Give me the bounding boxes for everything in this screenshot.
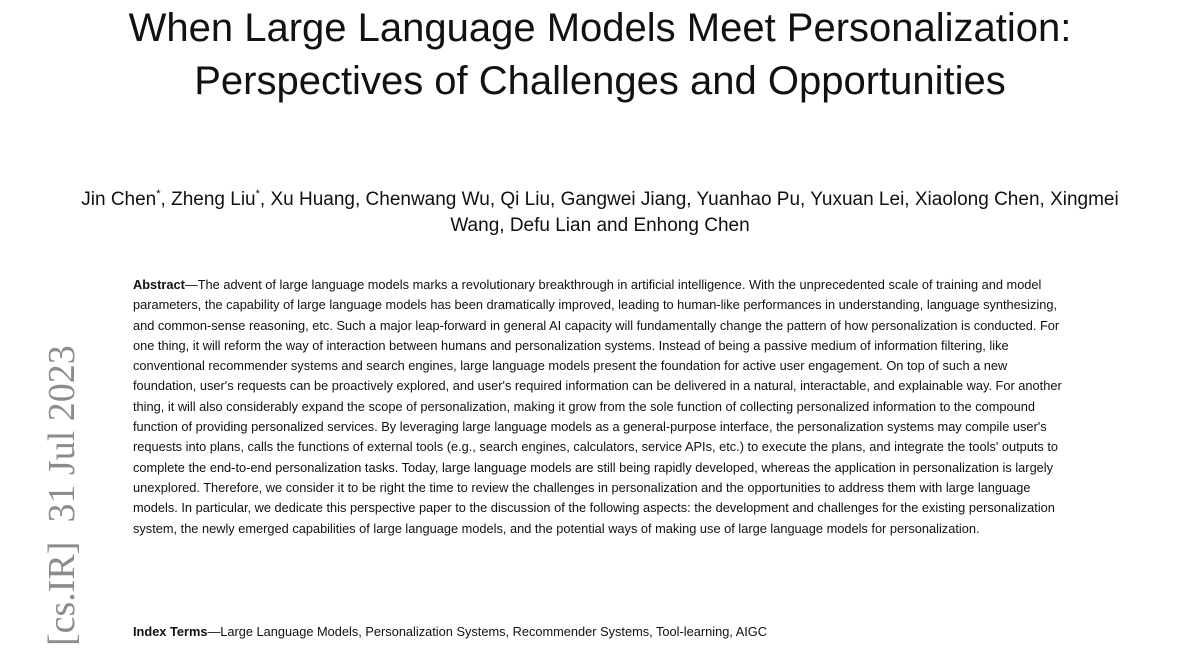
paper-title: When Large Language Models Meet Personalization: Perspectives of Challenges and Opportunities (128, 6, 1072, 103)
author-final-separator: and (591, 215, 634, 236)
author-name: Yuanhao Pu (696, 189, 801, 210)
author-name: Chenwang Wu (365, 189, 490, 210)
abstract-label: Abstract (133, 277, 185, 292)
author-separator: , (1039, 189, 1051, 210)
author-equal-contribution-mark: * (156, 188, 161, 200)
abstract (133, 275, 1068, 539)
author-separator: , (160, 189, 172, 210)
author-name: Yuxuan Lei (810, 189, 905, 210)
index-terms (133, 622, 1068, 642)
author-name: Xiaolong Chen (914, 189, 1040, 210)
author-name: Xingmei Wang (450, 189, 1119, 236)
author-separator: , (354, 189, 366, 210)
arxiv-side-stamp (25, 338, 85, 648)
abstract-text: The advent of large language models marks a revolutionary breakthrough in artificial intelligence. With the unprecedented scale of training and model parameters, the capability of large language models has been dramatically improved, leading to human-like performances in understanding, language synthesizing, and common-sense reasoning, etc. Such a major leap-forward in general AI capacity will fundamentally change the pattern of how personalization is conducted. For one thing, it will reform the way of interaction between humans and personalization systems. Instead of being a passive medium of information filtering, like conventional recommender systems and search engines, large language models present the foundation for active user engagement. On top of such a new foundation, user's requests can be proactively explored, and user's required information can be delivered in a natural, interactable, and explainable way. For another thing, it will also considerably expand the scope of personalization, making it grow from the sole function of collecting personalized information to the compound function of providing personalized services. By leveraging large language models as a general-purpose interface, the personalization systems may compile user's requests into plans, calls the functions of external tools (e.g., search engines, calculators, service APIs, etc.) to execute the plans, and integrate the tools' outputs to complete the end-to-end personalization tasks. Today, large language models are still being rapidly developed, whereas the application in personalization is largely unexplored. Therefore, we consider it to be right the time to review the challenges in personalization and the opportunities to address them with large language models. In particular, we dedicate this perspective paper to the discussion of the following aspects: the development and challenges for the existing personalization system, the newly emerged capabilities of large language models, and the potential ways of making use of large language models for personalization. (133, 277, 1062, 536)
arxiv-stamp-text: [cs.IR] 31 Jul 2023 (41, 345, 83, 646)
author-name: Enhong Chen (633, 215, 750, 236)
author-list (80, 187, 1120, 239)
author-name: Defu Lian (509, 215, 592, 236)
author-separator: , (686, 189, 697, 210)
index-terms-label: Index Terms (133, 624, 208, 639)
author-name: Qi Liu (500, 189, 551, 210)
author-name: Gangwei Jiang (560, 189, 687, 210)
author-separator: , (489, 189, 501, 210)
author-name: Jin Chen (81, 189, 157, 210)
index-terms-dash: — (207, 624, 221, 639)
arxiv-stamp-svg (25, 338, 85, 648)
author-separator: , (904, 189, 915, 210)
author-equal-contribution-mark: * (255, 188, 260, 200)
author-separator: , (800, 189, 811, 210)
author-separator: , (259, 189, 271, 210)
author-name: Xu Huang (270, 189, 355, 210)
author-separator: , (499, 215, 510, 236)
abstract-dash: — (184, 277, 198, 292)
author-separator: , (550, 189, 561, 210)
author-name: Zheng Liu (171, 189, 256, 210)
index-terms-text: Large Language Models, Personalization Systems, Recommender Systems, Tool-learning, AIGC (220, 624, 767, 639)
